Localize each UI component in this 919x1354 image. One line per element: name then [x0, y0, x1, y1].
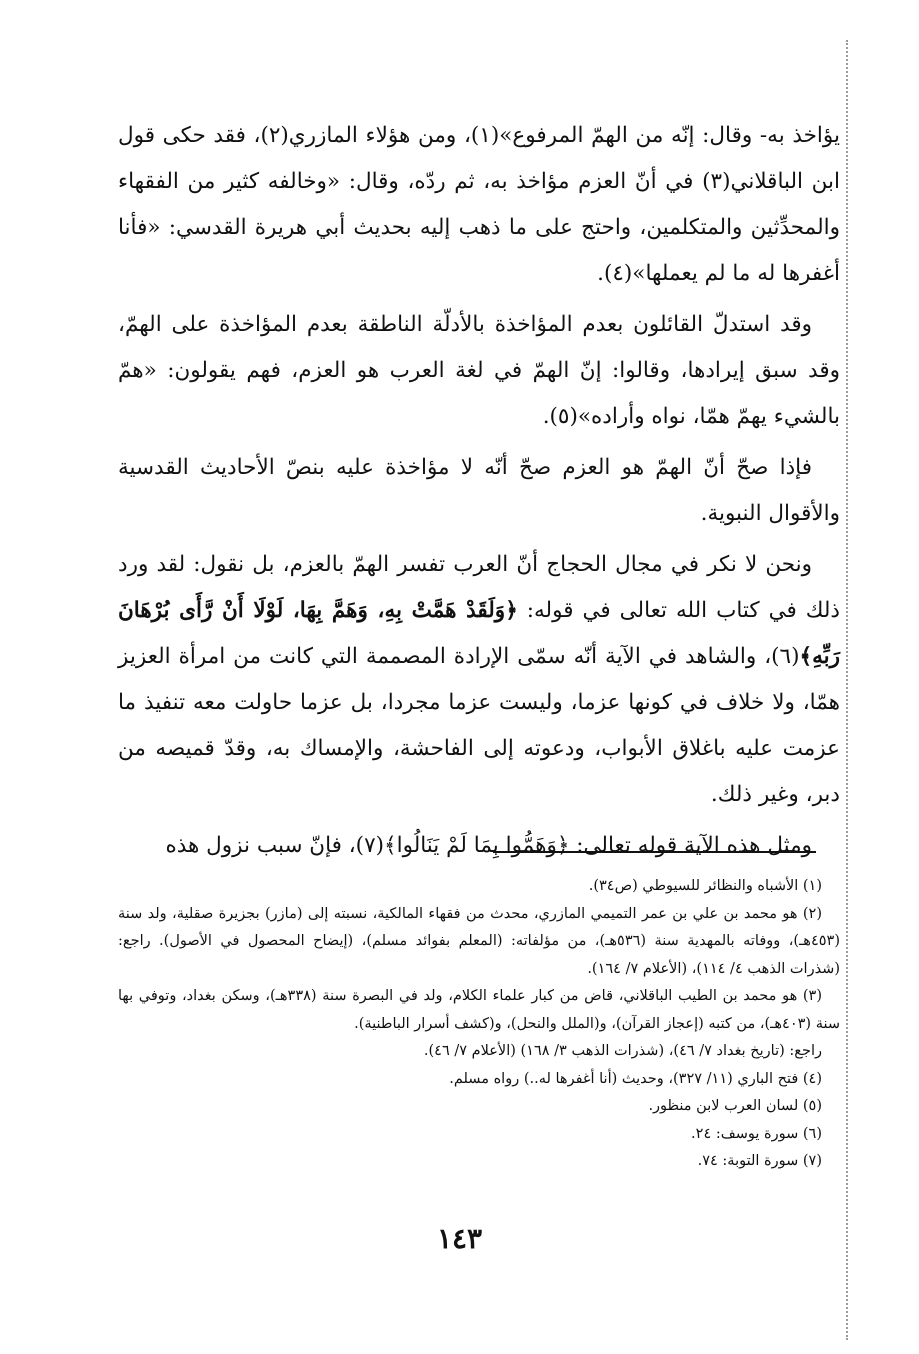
footnote-2: (٢) هو محمد بن علي بن عمر التميمي المازري، محدث من فقهاء المالكية، نسبته إلى (مازر) بجزيرة صقلية، ولد سنة (٤٥٣هـ)، ووفاته بالمهدية سنة (٥٣٦هـ)، من مؤلفاته: (المعلم بفوائد مسلم)، (إيضاح المحصول في الأصول). راجع: (شذرات الذهب ٤/ ١١٤)، (الأعلام ٧/ ١٦٤).: [118, 905, 840, 977]
paragraph-3: فإذا صحّ أنّ الهمّ هو العزم صحّ أنّه لا مؤاخذة عليه بنصّ الأحاديث القدسية والأقوال النبوية.: [118, 455, 840, 526]
paragraph-4-text-after: (٦)، والشاهد في الآية أنّه سمّى الإرادة المصممة التي كانت من امرأة العزيز همّا، ولا خلاف في كونها عزما، وليست عزما مجردا، بل عزما حاولت معه تنفيذ ما عزمت عليه باغلاق الأبواب، ودعوته إلى الفاحشة، والإمساك به، وقدّ قميصه من دبر، وغير ذلك.: [118, 644, 840, 807]
footnote-3: (٣) هو محمد بن الطيب الباقلاني، قاض من كبار علماء الكلام، ولد في البصرة سنة (٣٣٨هـ)، وسكن بغداد، وتوفي بها سنة (٤٠٣هـ)، من كتبه (إعجاز القرآن)، و(الملل والنحل)، و(كشف أسرار الباطنية).: [118, 988, 840, 1032]
footnote-1: (١) الأشباه والنظائر للسيوطي (ص٣٤).: [588, 878, 822, 894]
paragraph-4: [118, 542, 840, 818]
paragraph-1: يؤاخذ به- وقال: إنّه من الهمّ المرفوع»(١)، ومن هؤلاء المازري(٢)، فقد حكى قول ابن الباقلاني(٣) في أنّ العزم مؤاخذ به، ثم ردّه، وقال: «وخالفه كثير من الفقهاء والمحدِّثين والمتكلمين، واحتج على ما ذهب إليه بحديث أبي هريرة القدسي: «فأنا أغفرها له ما لم يعملها»(٤).: [118, 123, 840, 286]
footnote-5: (٥) لسان العرب لابن منظور.: [648, 1098, 822, 1114]
footnote-7: (٧) سورة التوبة: ٧٤.: [697, 1153, 822, 1169]
footnote-4: (٤) فتح الباري (١١/ ٣٢٧)، وحديث (أنا أغفرها له..) رواه مسلم.: [449, 1070, 822, 1087]
footnotes: [118, 873, 840, 1176]
paragraph-4-text-before: ونحن لا نكر في مجال الحجاج أنّ العرب تفسر الهمّ بالعزم، بل نقول: لقد ورد ذلك في كتاب الله تعالى في قوله:: [118, 552, 840, 623]
main-text: [118, 113, 840, 874]
footnote-separator: [493, 851, 816, 853]
paragraph-2: وقد استدلّ القائلون بعدم المؤاخذة بالأدلّة الناطقة بعدم المؤاخذة على الهمّ، وقد سبق إيرادها، وقالوا: إنّ الهمّ في لغة العرب هو العزم، فهم يقولون: «همّ بالشيء يهمّ همّا، نواه وأراده»(٥).: [118, 312, 840, 429]
paragraph-5: ومثل هذه الآية قوله تعالى: ﴿وَهَمُّوا بِمَا لَمْ يَنَالُوا﴾(٧)، فإنّ سبب نزول هذه: [165, 833, 812, 858]
binding-edge-dots: [846, 40, 848, 1340]
quran-verse-yusuf: ﴿وَلَقَدْ هَمَّتْ بِهِ، وَهَمَّ بِهَا، لَوْلَا أَنْ رَّأَى بُرْهَانَ رَبِّهِ﴾: [118, 598, 840, 669]
footnote-3-reference: راجع: (تاريخ بغداد ٧/ ٤٦)، (شذرات الذهب ٣/ ١٦٨) (الأعلام ٧/ ٤٦).: [423, 1043, 822, 1059]
footnote-6: (٦) سورة يوسف: ٢٤.: [691, 1125, 822, 1142]
page-number: ١٤٣: [436, 1222, 483, 1255]
